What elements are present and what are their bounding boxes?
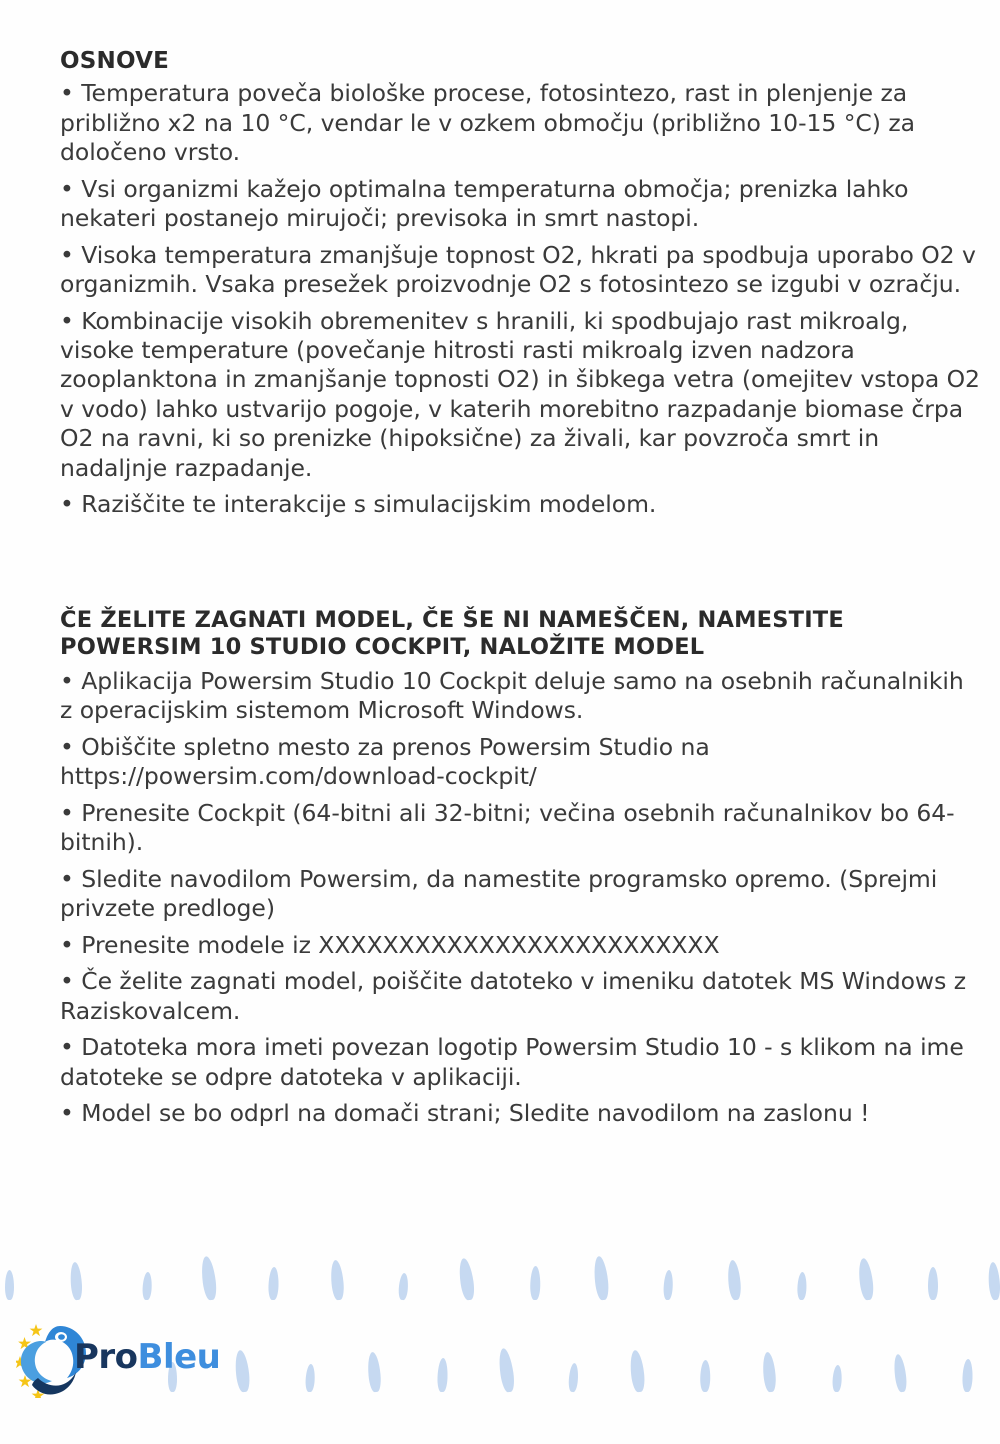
- list-item: • Temperatura poveča biološke procese, fotosintezo, rast in plenjenje za približno x2 na 10 °C, vendar le v ozkem območju (približno 10-15 °C) za določeno vrsto.: [60, 79, 915, 167]
- water-droplet-icon: [892, 1354, 908, 1393]
- water-droplet-icon: [832, 1365, 842, 1392]
- section-spacer: [60, 527, 980, 607]
- droplet-row-top: [0, 1254, 1000, 1314]
- list-item: • Model se bo odprl na domači strani; Sledite navodilom na zaslonu !: [60, 1099, 870, 1128]
- bullet-list-install: [60, 667, 980, 1129]
- water-droplet-icon: [367, 1352, 382, 1393]
- water-droplet-icon: [398, 1273, 409, 1301]
- water-droplet-icon: [5, 1270, 14, 1300]
- list-item: • Prenesite modele iz XXXXXXXXXXXXXXXXXXXXXXXXX: [60, 930, 720, 959]
- list-item: • Raziščite te interakcije s simulacijskim modelom.: [60, 490, 657, 519]
- water-droplet-icon: [762, 1352, 777, 1393]
- list-item: • Vsi organizmi kažejo optimalna temperaturna območja; prenizka lahko nekateri postanejo mirujoči; previsoka in smrt nastopi.: [60, 174, 909, 233]
- water-droplet-icon: [305, 1364, 315, 1392]
- list-item: • Aplikacija Powersim Studio 10 Cockpit deluje samo na osebnih računalnikih z operacijskim sistemom Microsoft Windows.: [60, 666, 964, 725]
- water-droplet-icon: [928, 1267, 938, 1300]
- water-droplet-icon: [629, 1350, 646, 1393]
- water-droplet-icon: [234, 1350, 251, 1393]
- logo-text-pro: Pro: [74, 1337, 138, 1377]
- water-droplet-icon: [962, 1359, 973, 1392]
- list-item: • Visoka temperatura zmanjšuje topnost O2, hkrati pa spodbuja uporabo O2 v organizmih. Vsaka presežek proizvodnje O2 s fotosintezo se izgubi v ozračju.: [60, 240, 976, 299]
- water-droplet-icon: [568, 1363, 579, 1393]
- document-content: [60, 48, 980, 1136]
- bullet-list-osnove: [60, 79, 980, 520]
- water-droplet-icon: [700, 1360, 711, 1392]
- water-droplet-icon: [497, 1348, 516, 1393]
- water-droplet-icon: [200, 1256, 218, 1301]
- water-droplet-icon: [457, 1258, 476, 1301]
- water-droplet-icon: [69, 1262, 83, 1301]
- list-item: • Sledite navodilom Powersim, da namestite programsko opremo. (Sprejmi privzete predloge): [60, 864, 938, 923]
- water-droplet-icon: [857, 1258, 875, 1301]
- list-item: • Obiščite spletno mesto za prenos Powersim Studio na https://powersim.com/download-cockpit/: [60, 732, 710, 791]
- water-droplet-icon: [268, 1267, 279, 1300]
- page-footer: [0, 1234, 1000, 1444]
- water-droplet-icon: [663, 1270, 674, 1300]
- water-droplet-icon: [592, 1256, 610, 1301]
- water-droplet-icon: [797, 1272, 807, 1300]
- water-droplet-icon: [727, 1260, 742, 1301]
- pro-bleu-logo-text: [74, 1337, 221, 1377]
- section-heading-install-instructions: ČE ŽELITE ZAGNATI MODEL, ČE ŠE NI NAMEŠČEN, NAMESTITE POWERSIM 10 STUDIO COCKPIT, NALOŽITE MODEL: [60, 606, 844, 660]
- list-item: • Če želite zagnati model, poiščite datoteko v imeniku datotek MS Windows z Raziskovalcem.: [60, 967, 967, 1025]
- logo-text-bleu: Bleu: [137, 1337, 221, 1377]
- water-droplet-icon: [987, 1262, 1000, 1301]
- section-heading-osnove: OSNOVE: [60, 48, 170, 74]
- water-droplet-icon: [142, 1272, 152, 1300]
- list-item: • Prenesite Cockpit (64-bitni ali 32-bitni; večina osebnih računalnikov bo 64-bitnih).: [60, 798, 955, 857]
- water-droplet-icon: [437, 1358, 448, 1392]
- water-droplet-icon: [330, 1260, 345, 1301]
- water-droplet-icon: [530, 1266, 541, 1300]
- list-item: • Datoteka mora imeti povezan logotip Powersim Studio 10 - s klikom na ime datoteke se odpre datoteka v aplikaciji.: [60, 1033, 964, 1091]
- list-item: • Kombinacije visokih obremenitev s hranili, ki spodbujajo rast mikroalg, visoke temperature (povečanje hitrosti rasti mikroalg izven nadzora zooplanktona in zmanjšanje topnosti O2) in šibkega vetra (omejitev vstopa O2 v vodo) lahko ustvarijo pogoje, v katerih morebitno razpadanje biomase črpa O2 na ravni, ki so prenizke (hipoksične) za živali, kar povzroča smrt in nadaljnje razpadanje.: [60, 306, 980, 482]
- pro-bleu-logo: [16, 1320, 221, 1398]
